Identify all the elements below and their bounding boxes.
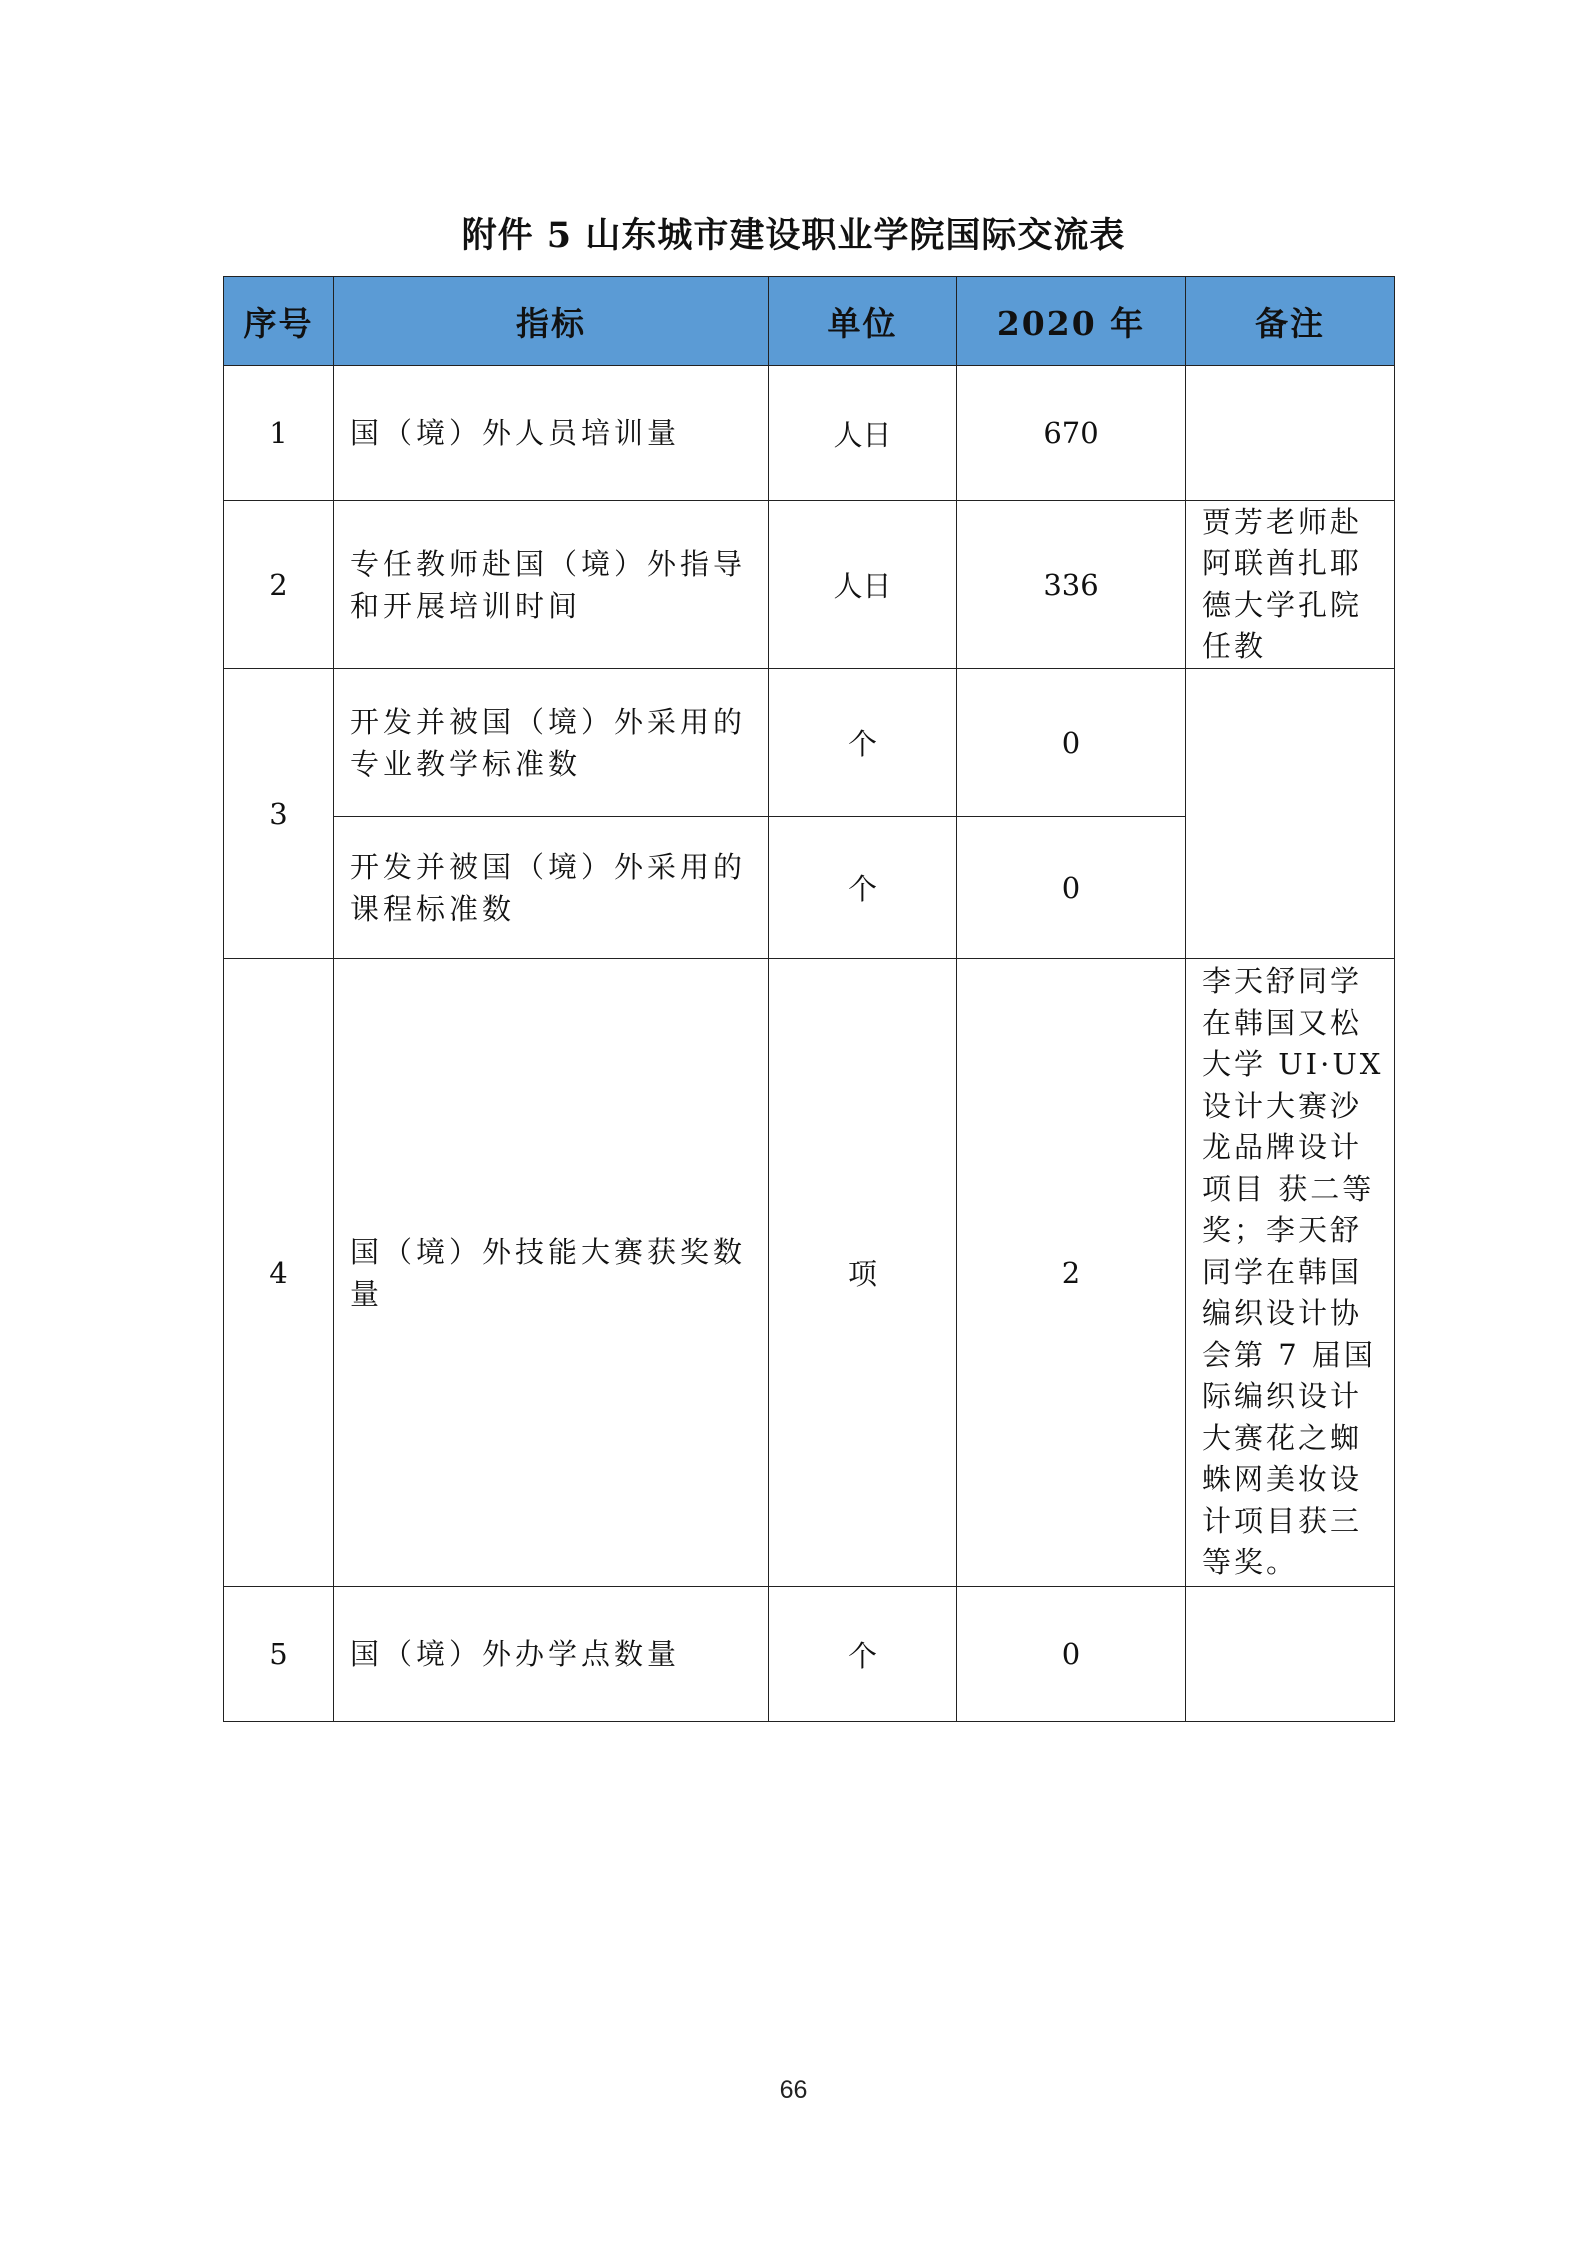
page-number: 66 [779, 2076, 808, 2104]
row-indicator: 国（境）外办学点数量 [334, 1587, 769, 1722]
table-row [224, 1587, 1395, 1722]
row-note: 李天舒同学在韩国又松大学 UI·UX 设计大赛沙龙品牌设计项目 获二等奖；李天舒同学在韩国编织设计协会第 7 届国际编织设计大赛花之蜘蛛网美妆设计项目获三等奖。 [1186, 959, 1395, 1587]
header-seq: 序号 [224, 277, 334, 366]
header-unit: 单位 [769, 277, 957, 366]
row-unit: 人日 [769, 366, 957, 501]
row-value: 670 [957, 366, 1186, 501]
row-indicator: 国（境）外人员培训量 [334, 366, 769, 501]
row-value: 0 [957, 1587, 1186, 1722]
header-year: 2020 年 [957, 277, 1186, 366]
row-unit: 个 [769, 1587, 957, 1722]
table-row [224, 669, 1395, 817]
row-value: 0 [957, 817, 1186, 959]
row-indicator: 专任教师赴国（境）外指导和开展培训时间 [334, 501, 769, 669]
row-unit: 人日 [769, 501, 957, 669]
row-value: 336 [957, 501, 1186, 669]
row-indicator: 开发并被国（境）外采用的专业教学标准数 [334, 669, 769, 817]
row-note [1186, 669, 1395, 959]
international-exchange-table [223, 276, 1395, 1722]
row-seq: 4 [224, 959, 334, 1587]
page-title: 附件 5 山东城市建设职业学院国际交流表 [461, 215, 1126, 256]
row-seq: 2 [224, 501, 334, 669]
row-unit: 项 [769, 959, 957, 1587]
row-indicator: 开发并被国（境）外采用的课程标准数 [334, 817, 769, 959]
row-note [1186, 366, 1395, 501]
row-seq: 3 [224, 669, 334, 959]
row-seq: 1 [224, 366, 334, 501]
row-value: 2 [957, 959, 1186, 1587]
table-row [224, 501, 1395, 669]
row-unit: 个 [769, 669, 957, 817]
table-row [224, 366, 1395, 501]
row-value: 0 [957, 669, 1186, 817]
row-indicator: 国（境）外技能大赛获奖数量 [334, 959, 769, 1587]
table-header-row [224, 277, 1395, 366]
row-note [1186, 1587, 1395, 1722]
header-indicator: 指标 [334, 277, 769, 366]
header-note: 备注 [1186, 277, 1395, 366]
table-row [224, 959, 1395, 1587]
row-seq: 5 [224, 1587, 334, 1722]
row-unit: 个 [769, 817, 957, 959]
row-note: 贾芳老师赴阿联酋扎耶德大学孔院任教 [1186, 501, 1395, 669]
